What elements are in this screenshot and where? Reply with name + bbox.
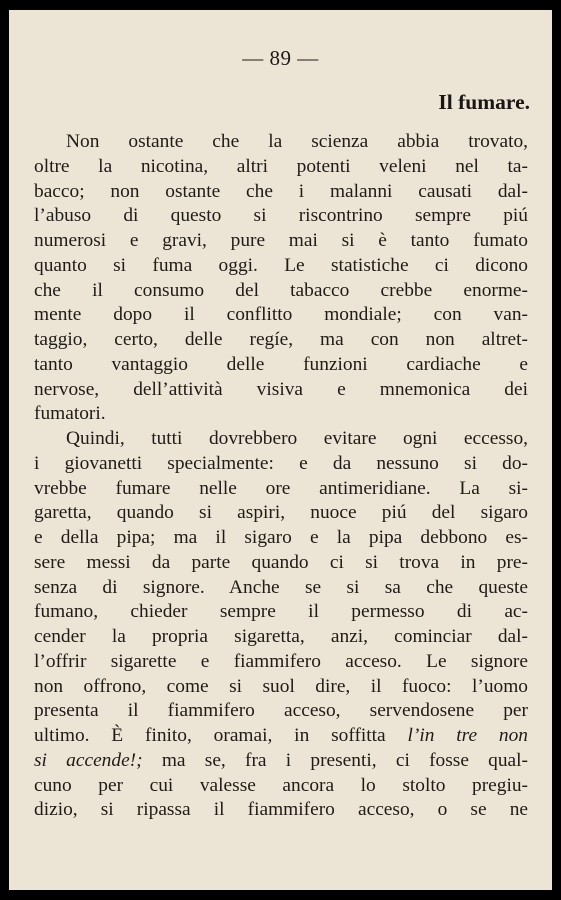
- text-line: fumano, chieder sempre il permesso di ac-: [34, 601, 528, 623]
- italic-text: si accende!;: [34, 749, 143, 771]
- text-segment: ultimo. È finito, oramai, in soffitta: [34, 725, 408, 746]
- text-line: dizio, si ripassa il fiammifero acceso, o se ne: [34, 799, 528, 821]
- text-line: cender la propria sigaretta, anzi, cominciar dal-: [34, 626, 528, 647]
- text-line: tanto vantaggio delle funzioni cardiache e: [34, 353, 528, 375]
- text-line: numerosi e gravi, pure mai si è tanto fumato: [34, 230, 528, 251]
- chapter-title: Il fumare.: [438, 90, 530, 114]
- text-line: che il consumo del tabacco crebbe enorme-: [34, 279, 528, 301]
- text-line: nervose, dell’attività visiva e mnemonica dei: [34, 378, 528, 400]
- text-line: taggio, certo, delle regíe, ma con non altret-: [34, 329, 528, 350]
- text-line: [34, 724, 528, 749]
- book-page: [9, 10, 552, 890]
- text-line: fumatori.: [34, 403, 106, 425]
- body-text: [34, 130, 528, 823]
- text-line: senza di signore. Anche se si sa che queste: [34, 576, 528, 598]
- text-line: quanto si fuma oggi. Le statistiche ci dicono: [34, 254, 528, 276]
- text-line: presenta il fiammifero acceso, servendosene per: [34, 700, 528, 722]
- text-line: vrebbe fumare nelle ore antimeridiane. La si-: [34, 477, 528, 499]
- text-line: non offrono, come si suol dire, il fuoco: l’uomo: [34, 675, 528, 697]
- text-segment: ma se, fra i presenti, ci fosse qual-: [142, 749, 529, 771]
- text-line: oltre la nicotina, altri potenti veleni nel ta-: [34, 155, 528, 177]
- text-line: garetta, quando si aspiri, nuoce piú del sigaro: [34, 502, 528, 524]
- text-line: e della pipa; ma il sigaro e la pipa debbono es-: [34, 527, 528, 548]
- text-line: sere messi da parte quando ci si trova in pre-: [34, 551, 528, 573]
- text-line: Non ostante che la scienza abbia trovato,: [66, 131, 528, 152]
- page-number: — 89 —: [242, 46, 319, 70]
- text-line: i giovanetti specialmente: e da nessuno si do-: [34, 452, 528, 474]
- text-line: cuno per cui valesse ancora lo stolto pregiu-: [34, 774, 528, 796]
- text-line: l’abuso di questo si riscontrino sempre piú: [34, 205, 528, 227]
- italic-text: l’in tre non: [407, 725, 528, 746]
- text-line: l’offrir sigarette e fiammifero acceso. Le signore: [34, 650, 528, 672]
- text-line: Quindi, tutti dovrebbero evitare ogni eccesso,: [66, 428, 528, 449]
- text-line: bacco; non ostante che i malanni causati dal-: [34, 180, 528, 202]
- text-line: mente dopo il conflitto mondiale; con van-: [34, 304, 528, 326]
- text-line: [34, 749, 528, 774]
